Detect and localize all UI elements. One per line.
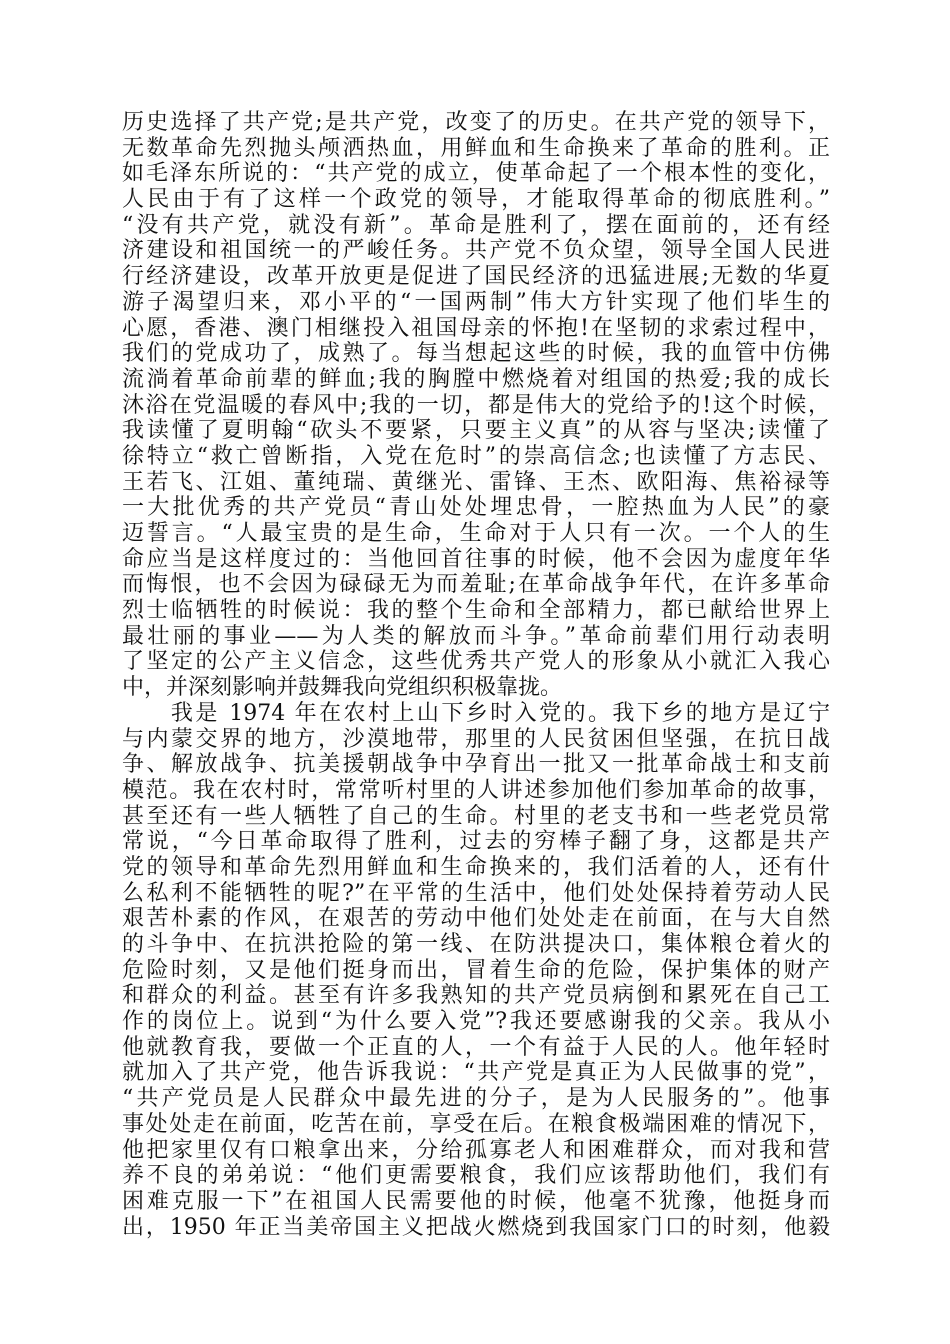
paragraph-2	[122, 701, 830, 1240]
text-line: 作的岗位上。说到“为什么要入党”?我还要感谢我的父亲。我从小	[122, 1009, 830, 1035]
text-line: 艰苦朴素的作风，在艰苦的劳动中他们处处走在前面，在与大自然	[122, 906, 830, 932]
text-line: 游子渴望归来，邓小平的“一国两制”伟大方针实现了他们毕生的	[122, 289, 830, 315]
text-line: “共产党员是人民群众中最先进的分子，是为人民服务的”。他事	[122, 1086, 830, 1112]
text-line: 烈士临牺牲的时候说：我的整个生命和全部精力，都已献给世界上	[122, 598, 830, 624]
text-line: 养不良的弟弟说：“他们更需要粮食，我们应该帮助他们，我们有	[122, 1163, 830, 1189]
text-line: 无数革命先烈抛头颅洒热血，用鲜血和生命换来了革命的胜利。正	[122, 135, 830, 161]
text-line: 徐特立“救亡曾断指，入党在危时”的崇高信念;也读懂了方志民、	[122, 443, 830, 469]
text-line: 他就教育我，要做一个正直的人，一个有益于人民的人。他年轻时	[122, 1034, 830, 1060]
text-line: 危险时刻，又是他们挺身而出，冒着生命的危险，保护集体的财产	[122, 957, 830, 983]
text-line: 了坚定的公产主义信念，这些优秀共产党人的形象从小就汇入我心	[122, 649, 830, 675]
text-line: 党的领导和革命先烈用鲜血和生命换来的，我们活着的人，还有什	[122, 854, 830, 880]
text-line: 和群众的利益。甚至有许多我熟知的共产党员病倒和累死在自己工	[122, 983, 830, 1009]
text-line: 如毛泽东所说的：“共产党的成立，使革命起了一个根本性的变化，	[122, 161, 830, 187]
text-line: 迈誓言。“人最宝贵的是生命，生命对于人只有一次。一个人的生	[122, 521, 830, 546]
text-line: 命应当是这样度过的：当他回首往事的时候，他不会因为虚度年华	[122, 546, 830, 572]
text-line: 沐浴在党温暖的春风中;我的一切，都是伟大的党给予的!这个时候，	[122, 392, 830, 418]
paragraph-1	[122, 110, 830, 701]
text-line: 与内蒙交界的地方，沙漠地带，那里的人民贫困但坚强，在抗日战	[122, 726, 830, 752]
text-line: 困难克服一下”在祖国人民需要他的时候，他毫不犹豫，他挺身而	[122, 1188, 830, 1214]
body-text	[122, 110, 830, 1240]
text-line: “没有共产党，就没有新”。革命是胜利了，摆在面前的，还有经	[122, 212, 830, 238]
text-line: 常说，“今日革命取得了胜利，过去的穷棒子翻了身，这都是共产	[122, 829, 830, 855]
text-line: 我们的党成功了，成熟了。每当想起这些的时候，我的血管中仿佛	[122, 341, 830, 367]
text-line: 甚至还有一些人牺牲了自己的生命。村里的老支书和一些老党员常	[122, 803, 830, 829]
text-line: 我是 1974 年在农村上山下乡时入党的。我下乡的地方是辽宁	[122, 700, 830, 726]
text-line: 济建设和祖国统一的严峻任务。共产党不负众望，领导全国人民进	[122, 238, 830, 264]
text-line: 心愿，香港、澳门相继投入祖国母亲的怀抱!在坚韧的求索过程中，	[122, 315, 830, 341]
text-line: 行经济建设，改革开放更是促进了国民经济的迅猛进展;无数的华夏	[122, 264, 830, 290]
text-line: 出，1950 年正当美帝国主义把战火燃烧到我国家门口的时刻，他毅	[122, 1214, 830, 1240]
text-line: 就加入了共产党，他告诉我说：“共产党是真正为人民做事的党”，	[122, 1060, 830, 1086]
text-line: 历史选择了共产党;是共产党，改变了的历史。在共产党的领导下，	[122, 110, 830, 135]
text-line: 事处处走在前面，吃苦在前，享受在后。在粮食极端困难的情况下，	[122, 1111, 830, 1137]
text-line: 我读懂了夏明翰“砍头不要紧，只要主义真”的从容与坚决;读懂了	[122, 418, 830, 444]
text-line: 他把家里仅有口粮拿出来，分给孤寡老人和困难群众，而对我和营	[122, 1137, 830, 1163]
text-line: 么私利不能牺牲的呢?”在平常的生活中，他们处处保持着劳动人民	[122, 880, 830, 906]
text-line: 的斗争中、在抗洪抢险的第一线、在防洪提决口，集体粮仓着火的	[122, 932, 830, 957]
text-line: 一大批优秀的共产党员“青山处处埋忠骨，一腔热血为人民”的豪	[122, 495, 830, 521]
text-line: 模范。我在农村时，常常听村里的人讲述参加他们参加革命的故事，	[122, 777, 830, 803]
text-line: 人民由于有了这样一个政党的领导，才能取得革命的彻底胜利。”	[122, 187, 830, 213]
text-line: 王若飞、江姐、董纯瑞、黄继光、雷锋、王杰、欧阳海、焦裕禄等	[122, 469, 830, 495]
text-line: 中，并深刻影响并鼓舞我向党组织积极靠拢。	[122, 675, 563, 701]
text-line: 而悔恨，也不会因为碌碌无为而羞耻;在革命战争年代，在许多革命	[122, 572, 830, 598]
text-line: 争、解放战争、抗美援朝战争中孕育出一批又一批革命战士和支前	[122, 752, 830, 778]
text-line: 最壮丽的事业——为人类的解放而斗争。”革命前辈们用行动表明	[122, 623, 830, 649]
text-line: 流淌着革命前辈的鲜血;我的胸膛中燃烧着对组国的热爱;我的成长	[122, 366, 830, 392]
